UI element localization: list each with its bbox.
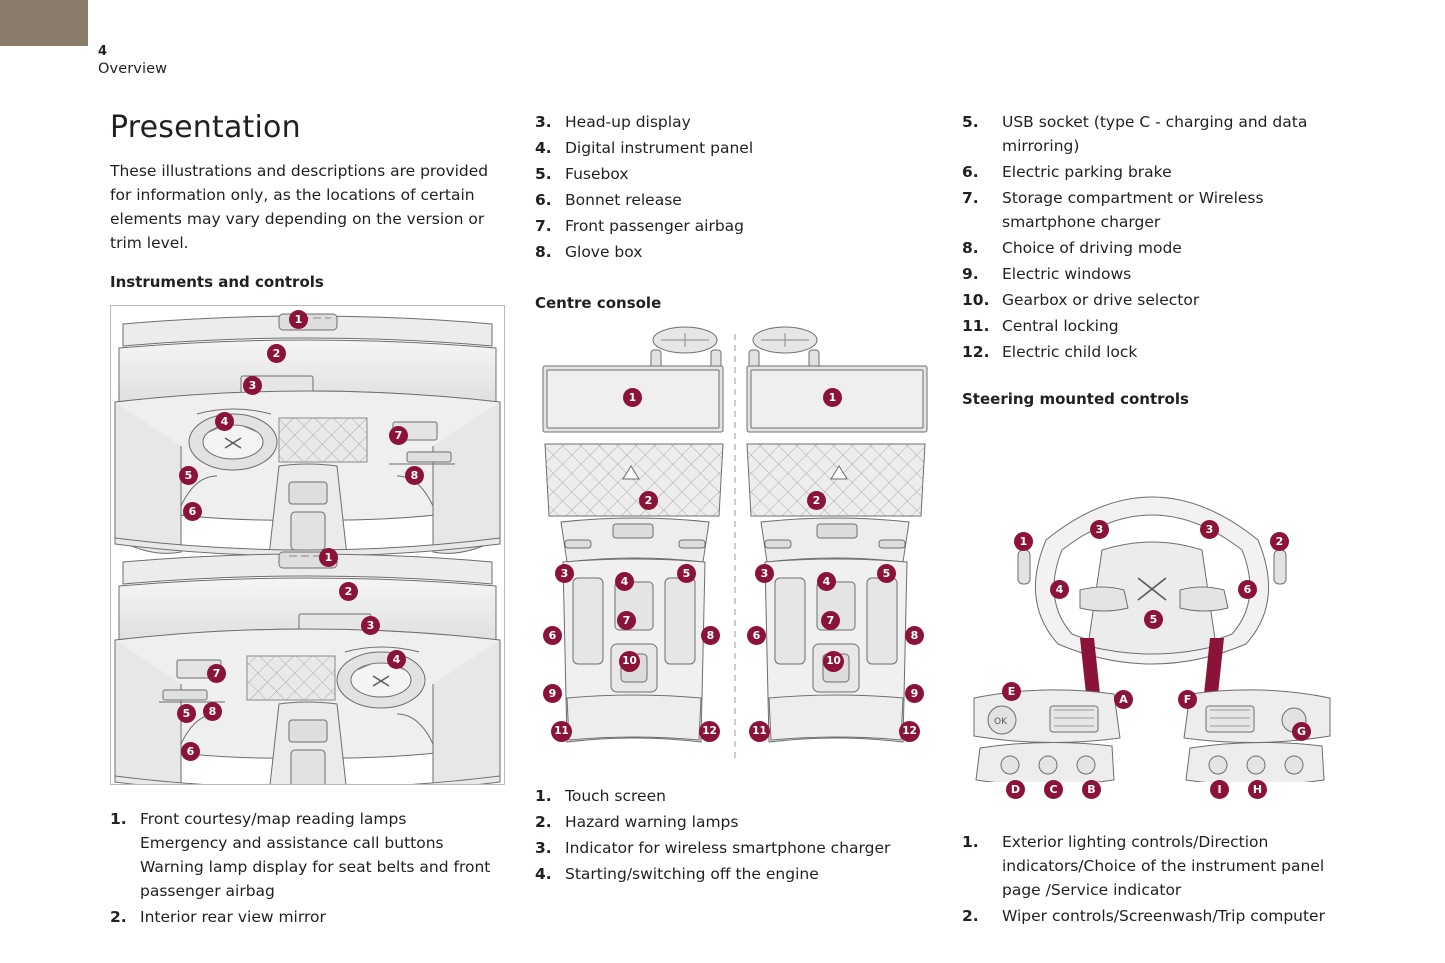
console-callout-left-2: 2 bbox=[639, 491, 658, 510]
console-callout-right-10: 10 bbox=[823, 651, 844, 672]
list-item bbox=[110, 905, 505, 929]
item-text: Glove box bbox=[565, 243, 643, 262]
steer-callout-C: C bbox=[1044, 780, 1063, 799]
item-text: Central locking bbox=[1002, 317, 1119, 336]
console-callout-right-9: 9 bbox=[905, 684, 924, 703]
item-text: Electric child lock bbox=[1002, 343, 1138, 362]
item-text: Bonnet release bbox=[565, 191, 682, 210]
callout-7-top: 7 bbox=[389, 426, 408, 445]
console-callout-left-7: 7 bbox=[617, 611, 636, 630]
steer-callout-G: G bbox=[1292, 722, 1311, 741]
item-number: 2. bbox=[535, 813, 552, 832]
item-line: Emergency and assistance call buttons bbox=[140, 834, 444, 853]
console-callout-left-11: 11 bbox=[551, 721, 572, 742]
item-number: 10. bbox=[962, 291, 990, 310]
callout-3-bottom: 3 bbox=[361, 616, 380, 635]
item-text: Electric parking brake bbox=[1002, 163, 1172, 182]
list-item bbox=[962, 262, 1342, 286]
item-number: 1. bbox=[962, 833, 979, 852]
steer-callout-3-right: 3 bbox=[1200, 520, 1219, 539]
steering-illustration bbox=[962, 422, 1342, 782]
console-callout-right-1: 1 bbox=[823, 388, 842, 407]
callout-1-top: 1 bbox=[289, 310, 308, 329]
item-text: Starting/switching off the engine bbox=[565, 865, 819, 884]
instruments-list-continued bbox=[535, 110, 935, 264]
steer-callout-A: A bbox=[1114, 690, 1133, 709]
list-item bbox=[962, 110, 1342, 158]
page-header bbox=[98, 44, 167, 78]
console-callout-right-11: 11 bbox=[749, 721, 770, 742]
subheading-steering-controls: Steering mounted controls bbox=[962, 390, 1189, 409]
item-number: 4. bbox=[535, 865, 552, 884]
callout-3-top: 3 bbox=[243, 376, 262, 395]
item-text: Interior rear view mirror bbox=[140, 908, 326, 927]
callout-5-top: 5 bbox=[179, 466, 198, 485]
item-text: Storage compartment or Wireless smartphone charger bbox=[1002, 189, 1264, 232]
item-text: Touch screen bbox=[565, 787, 666, 806]
list-item bbox=[535, 188, 935, 212]
console-callout-right-8: 8 bbox=[905, 626, 924, 645]
list-item bbox=[535, 240, 935, 264]
steer-callout-5: 5 bbox=[1144, 610, 1163, 629]
item-number: 9. bbox=[962, 265, 979, 284]
item-number: 6. bbox=[962, 163, 979, 182]
callout-7-bottom: 7 bbox=[207, 664, 226, 683]
item-number: 4. bbox=[535, 139, 552, 158]
item-number: 12. bbox=[962, 343, 990, 362]
item-number: 2. bbox=[110, 908, 127, 927]
console-callout-left-3: 3 bbox=[555, 564, 574, 583]
console-callout-left-10: 10 bbox=[619, 651, 640, 672]
steer-callout-1: 1 bbox=[1014, 532, 1033, 551]
item-number: 3. bbox=[535, 113, 552, 131]
callout-1-bottom: 1 bbox=[319, 548, 338, 567]
console-callout-right-5: 5 bbox=[877, 564, 896, 583]
steer-callout-E: E bbox=[1002, 682, 1021, 701]
list-item bbox=[962, 830, 1342, 902]
console-callout-right-2: 2 bbox=[807, 491, 826, 510]
callout-6-top: 6 bbox=[183, 502, 202, 521]
item-number: 5. bbox=[962, 113, 979, 131]
callout-5-bottom: 5 bbox=[177, 704, 196, 723]
figure-centre-console bbox=[535, 326, 935, 766]
item-text: Choice of driving mode bbox=[1002, 239, 1182, 258]
subheading-instruments: Instruments and controls bbox=[110, 273, 324, 292]
item-number: 1. bbox=[110, 810, 127, 829]
item-number: 5. bbox=[535, 165, 552, 184]
steering-controls-list bbox=[962, 830, 1342, 928]
item-number: 8. bbox=[962, 239, 979, 258]
console-callout-left-12: 12 bbox=[699, 721, 720, 742]
centre-console-list bbox=[535, 784, 935, 886]
list-item bbox=[535, 136, 935, 160]
item-text: Head-up display bbox=[565, 113, 691, 131]
console-callout-left-8: 8 bbox=[701, 626, 720, 645]
console-callout-right-6: 6 bbox=[747, 626, 766, 645]
item-text: Exterior lighting controls/Direction indicators/Choice of the instrument panel page /Service indicator bbox=[1002, 833, 1325, 900]
item-number: 1. bbox=[535, 787, 552, 806]
steer-callout-6: 6 bbox=[1238, 580, 1257, 599]
callout-8-top: 8 bbox=[405, 466, 424, 485]
list-item bbox=[962, 904, 1342, 928]
callout-6-bottom: 6 bbox=[181, 742, 200, 761]
item-number: 7. bbox=[535, 217, 552, 236]
list-item bbox=[535, 214, 935, 238]
list-item bbox=[535, 110, 935, 134]
list-item bbox=[962, 314, 1342, 338]
ok-button-label: OK bbox=[994, 717, 1007, 728]
item-number: 7. bbox=[962, 189, 979, 208]
list-item bbox=[535, 836, 935, 860]
console-callout-left-5: 5 bbox=[677, 564, 696, 583]
item-text: Front passenger airbag bbox=[565, 217, 745, 236]
item-number: 3. bbox=[535, 839, 552, 858]
item-text: Fusebox bbox=[565, 165, 629, 184]
item-text bbox=[140, 807, 505, 903]
instruments-list bbox=[110, 807, 505, 929]
centre-console-list-continued bbox=[962, 110, 1342, 364]
list-item bbox=[962, 186, 1342, 234]
steer-callout-D: D bbox=[1006, 780, 1025, 799]
item-line: Front courtesy/map reading lamps bbox=[140, 810, 407, 829]
list-item bbox=[535, 784, 935, 808]
subheading-centre-console: Centre console bbox=[535, 294, 662, 313]
steer-callout-3-left: 3 bbox=[1090, 520, 1109, 539]
item-text: Hazard warning lamps bbox=[565, 813, 739, 832]
column-left bbox=[110, 110, 505, 931]
column-right bbox=[962, 110, 1342, 930]
callout-8-bottom: 8 bbox=[203, 702, 222, 721]
item-number: 6. bbox=[535, 191, 552, 210]
steer-callout-B: B bbox=[1082, 780, 1101, 799]
console-callout-right-3: 3 bbox=[755, 564, 774, 583]
item-number: 8. bbox=[535, 243, 552, 262]
item-text: USB socket (type C - charging and data mirroring) bbox=[1002, 113, 1308, 156]
steer-callout-H: H bbox=[1248, 780, 1267, 799]
list-item bbox=[535, 162, 935, 186]
callout-4-top: 4 bbox=[215, 412, 234, 431]
steer-callout-4: 4 bbox=[1050, 580, 1069, 599]
centre-console-illustration bbox=[535, 326, 935, 766]
list-item bbox=[962, 340, 1342, 364]
console-callout-right-4: 4 bbox=[817, 572, 836, 591]
list-item bbox=[962, 236, 1342, 260]
item-number: 11. bbox=[962, 317, 990, 336]
item-number: 2. bbox=[962, 907, 979, 926]
item-text: Electric windows bbox=[1002, 265, 1132, 284]
figure-steering-mounted-controls bbox=[962, 422, 1342, 797]
item-line: Warning lamp display for seat belts and front passenger airbag bbox=[140, 858, 491, 901]
console-callout-left-9: 9 bbox=[543, 684, 562, 703]
callout-2-top: 2 bbox=[267, 344, 286, 363]
list-item bbox=[535, 810, 935, 834]
item-text: Digital instrument panel bbox=[565, 139, 754, 158]
header-color-swatch bbox=[0, 0, 88, 46]
list-item bbox=[535, 862, 935, 886]
console-callout-left-4: 4 bbox=[615, 572, 634, 591]
console-callout-right-12: 12 bbox=[899, 721, 920, 742]
list-item bbox=[962, 160, 1342, 184]
console-callout-left-6: 6 bbox=[543, 626, 562, 645]
intro-paragraph: These illustrations and descriptions are provided for information only, as the locations of certain elements may vary depending on the version or trim level. bbox=[110, 162, 489, 253]
interior-illustration bbox=[111, 306, 504, 784]
callout-2-bottom: 2 bbox=[339, 582, 358, 601]
section-title: Overview bbox=[98, 61, 168, 78]
item-text: Wiper controls/Screenwash/Trip computer bbox=[1002, 907, 1325, 926]
list-item bbox=[962, 288, 1342, 312]
page-number: 4 bbox=[98, 44, 108, 59]
console-callout-left-1: 1 bbox=[623, 388, 642, 407]
figure-instruments-and-controls bbox=[110, 305, 505, 785]
callout-4-bottom: 4 bbox=[387, 650, 406, 669]
steer-callout-2: 2 bbox=[1270, 532, 1289, 551]
item-text: Indicator for wireless smartphone charger bbox=[565, 839, 891, 858]
steer-callout-F: F bbox=[1178, 690, 1197, 709]
item-text: Gearbox or drive selector bbox=[1002, 291, 1200, 310]
list-item bbox=[110, 807, 505, 903]
steer-callout-I: I bbox=[1210, 780, 1229, 799]
console-callout-right-7: 7 bbox=[821, 611, 840, 630]
column-middle bbox=[535, 110, 935, 888]
page-title: Presentation bbox=[110, 110, 301, 145]
